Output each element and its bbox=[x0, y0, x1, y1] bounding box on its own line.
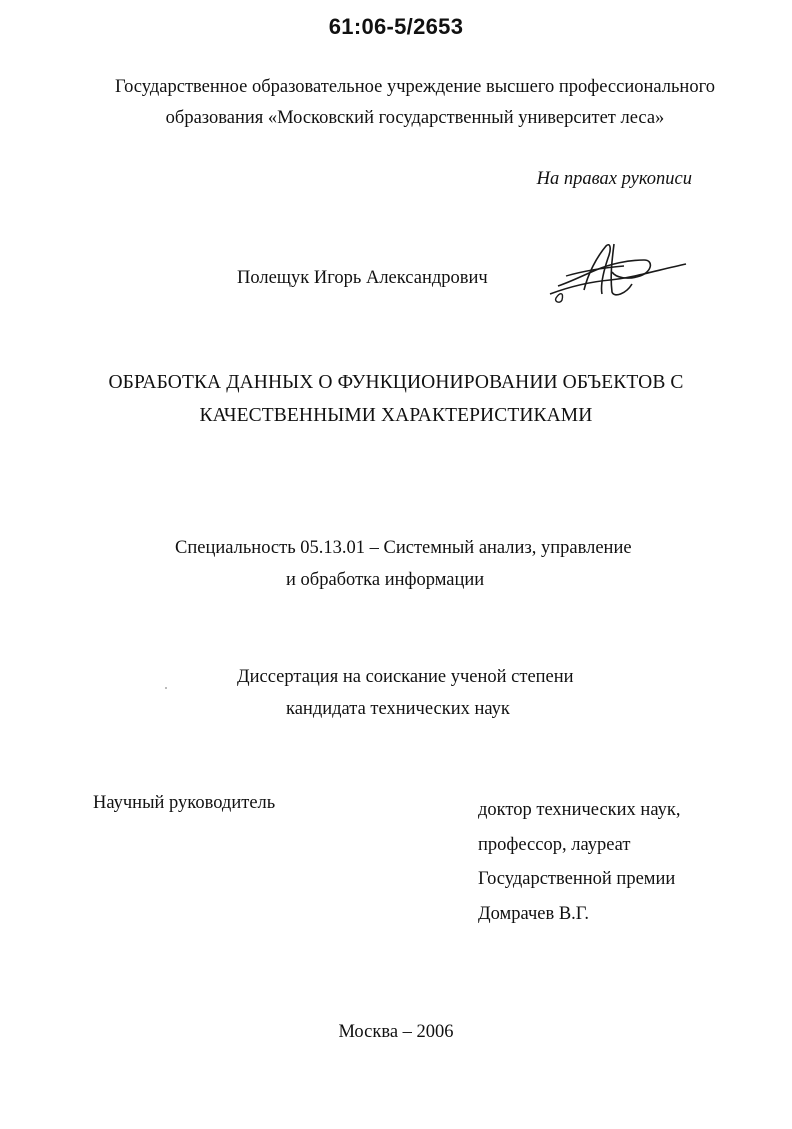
supervisor-line: Государственной премии bbox=[478, 869, 676, 889]
supervisor-line: профессор, лауреат bbox=[478, 834, 631, 855]
supervisor-info bbox=[478, 793, 680, 931]
manuscript-note: На правах рукописи bbox=[536, 169, 692, 189]
registry-code: 61:06-5/2653 bbox=[328, 14, 464, 39]
specialty-line-2: и обработка информации bbox=[286, 570, 485, 590]
city-year: Москва – 2006 bbox=[338, 1022, 454, 1042]
specialty-block bbox=[175, 532, 632, 596]
supervisor-line: доктор технических наук, bbox=[478, 800, 681, 820]
specialty-line-1: Специальность 05.13.01 – Системный анализ, управление bbox=[175, 538, 632, 558]
title-line-2: КАЧЕСТВЕННЫМИ ХАРАКТЕРИСТИКАМИ bbox=[199, 405, 593, 426]
institution-line-1: Государственное образовательное учреждение высшего профессионального bbox=[115, 77, 715, 97]
supervisor-label: Научный руководитель bbox=[93, 793, 276, 813]
degree-block bbox=[237, 661, 574, 725]
degree-line-1: Диссертация на соискание ученой степени bbox=[237, 667, 574, 687]
signature-icon bbox=[540, 236, 690, 308]
title-line-1: ОБРАБОТКА ДАННЫХ О ФУНКЦИОНИРОВАНИИ ОБЪЕКТОВ С bbox=[108, 372, 684, 393]
degree-line-2: кандидата технических наук bbox=[286, 699, 510, 719]
dissertation-title bbox=[0, 366, 792, 432]
author-name: Полещук Игорь Александрович bbox=[237, 268, 488, 288]
scan-speck bbox=[165, 687, 167, 689]
supervisor-name: Домрачев В.Г. bbox=[478, 903, 590, 924]
institution-header bbox=[40, 72, 790, 134]
institution-line-2: образования «Московский государственный университет леса» bbox=[165, 108, 665, 128]
